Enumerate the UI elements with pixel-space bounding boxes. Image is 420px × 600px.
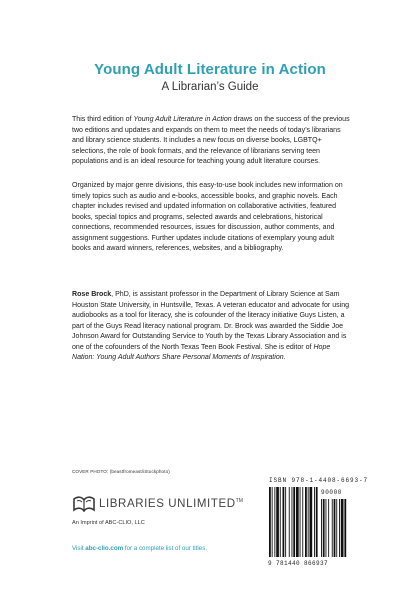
cover-photo-credit: COVER PHOTO: (beastfromeast/iStockphoto) <box>72 469 170 474</box>
barcode-bar <box>302 487 303 557</box>
barcode-bar <box>300 487 301 557</box>
barcode-bar <box>280 487 281 557</box>
price-barcode-bar <box>328 499 329 557</box>
visit-line <box>72 545 207 552</box>
description-text: This third edition of <box>72 116 134 123</box>
barcode-bar <box>269 487 271 557</box>
author-name: Rose Brock <box>72 291 112 298</box>
author-bio-text: , PhD, is assistant professor in the Department of Library Science at Sam Houston State University, in Huntsville, Texas. A veteran educator and advocate for using audiobooks as a tool for literacy, she is cofounder of the literacy initiative Guys Listen, a part of the Guys Read literacy national program. Dr. Brock was awarded the Siddie Joe Johnson Award for Outstanding Service to Youth by the Texas Library Association and is one of the cofounders of the North Texas Teen Book Festival. She is editor of <box>72 291 350 351</box>
description-paragraph-2: Organized by major genre divisions, this easy-to-use book includes new information on timely topics such as audio and e-books, accessible books, and graphic novels. Each chapter includes revised and updated information on collaborative activities, featured books, special topics and programs, selected awards and celebrations, historical connections, recommended resources, issues for discussion, author comments, and assignment suggestions. Further updates include citations of exemplary young adult books and award winners, references, websites, and a bibliography. <box>72 182 343 253</box>
price-barcode-bar <box>326 499 327 557</box>
publisher-name <box>99 498 243 510</box>
barcode-bar <box>310 487 313 557</box>
barcode <box>268 485 356 567</box>
barcode-bar <box>292 487 293 557</box>
barcode-bar <box>296 487 299 557</box>
barcode-bar <box>283 487 285 557</box>
price-barcode-bar <box>341 499 344 557</box>
price-barcode-bar <box>334 499 336 557</box>
publisher-logo <box>72 496 272 518</box>
isbn-label: ISBN 978-1-4408-6693-7 <box>269 477 369 484</box>
barcode-digits: 9 781440 866937 <box>268 560 329 567</box>
book-title: Young Adult Literature in Action <box>94 61 326 78</box>
barcode-bar <box>285 487 286 557</box>
barcode-bar <box>308 487 309 557</box>
price-barcode-bar <box>344 499 346 557</box>
trademark-mark: TM <box>235 498 243 505</box>
barcode-bar <box>289 487 290 557</box>
barcode-bar <box>272 487 273 557</box>
barcode-bar <box>274 487 275 557</box>
price-barcode-bar <box>332 499 333 557</box>
publisher-name-text: LIBRARIES UNLIMITED <box>99 498 236 510</box>
price-barcode-bar <box>336 499 337 557</box>
author-bio-end: . <box>283 354 286 362</box>
barcode-bar <box>314 487 315 557</box>
price-barcode-bar <box>339 499 340 557</box>
author-book-title: Hope Nation: Young Adult Authors Share Personal Moments of Inspiration <box>72 343 331 362</box>
barcode-bar <box>293 487 295 557</box>
book-title-reference: Young Adult Literature in Action <box>133 116 232 123</box>
open-book-icon <box>72 496 96 512</box>
barcode-bar <box>305 487 307 557</box>
barcode-bar <box>276 487 279 557</box>
website-link[interactable]: abc-clio.com <box>85 545 124 552</box>
imprint-line: An Imprint of ABC-CLIO, LLC <box>72 520 145 526</box>
description-paragraph-1 <box>72 115 354 168</box>
visit-text: Visit <box>72 545 86 552</box>
price-barcode-bar <box>321 499 322 557</box>
price-code: 90000 <box>321 489 343 496</box>
price-barcode-bar <box>323 499 325 557</box>
visit-text-end: for a complete list of our titles. <box>123 545 208 552</box>
barcode-bar <box>316 487 318 557</box>
book-subtitle: A Librarian’s Guide <box>161 81 259 93</box>
description-text: draws on the success of the previous two editions and updates and expands on them to meet the needs of today’s librarians and library science students. It includes a new focus on diverse books, LGBTQ+ selections, the role of book formats, and the relevance of librarians serving teen populations and is an ideal resource for teaching young adult literature courses. <box>72 116 350 166</box>
author-bio <box>72 290 354 364</box>
